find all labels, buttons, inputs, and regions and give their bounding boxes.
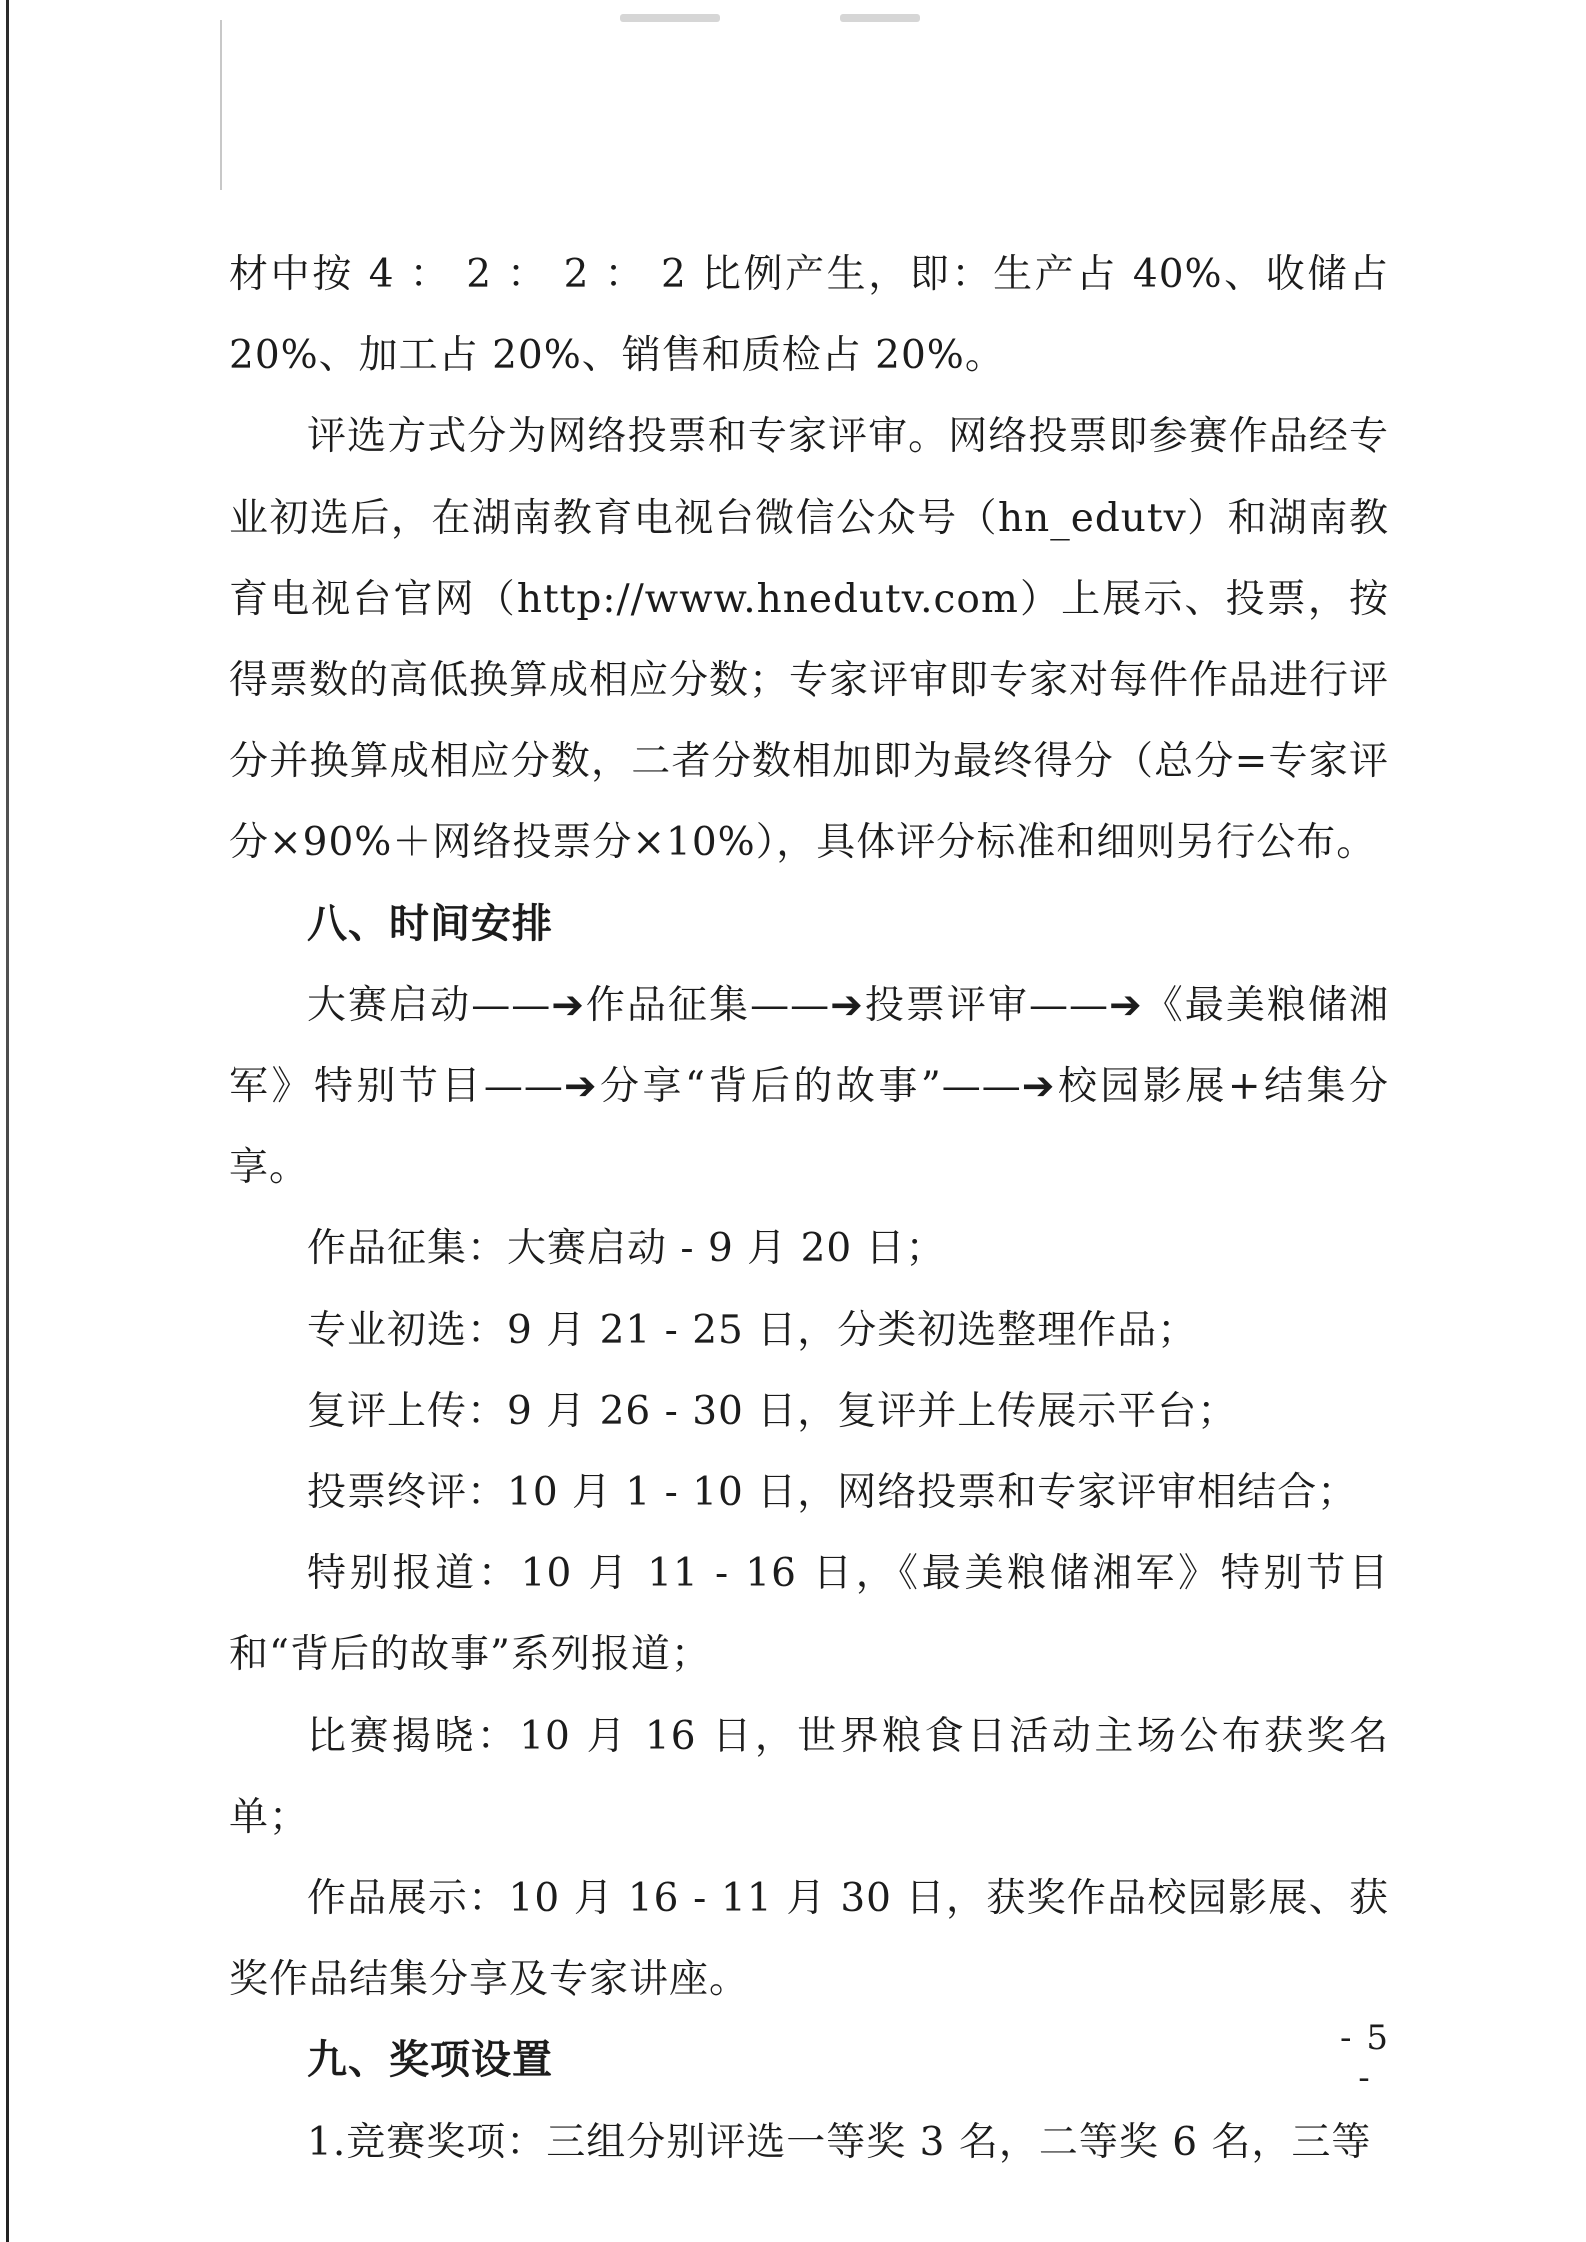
- section-heading-schedule: 八、时间安排: [307, 900, 553, 947]
- schedule-item: 作品展示：10 月 16 - 11 月 30 日，获奖作品校园影展、获奖作品结集分享及专家讲座。: [229, 1876, 1389, 2003]
- section-heading-awards: 九、奖项设置: [307, 2037, 553, 2084]
- page-number: - 5 -: [1340, 2018, 1390, 2098]
- scan-mark-artifact: [220, 20, 222, 190]
- schedule-item: 作品征集：大赛启动 - 9 月 20 日；: [307, 1226, 946, 1272]
- schedule-item: 复评上传：9 月 26 - 30 日，复评并上传展示平台；: [307, 1388, 1238, 1434]
- schedule-flow: 大赛启动——➔作品征集——➔投票评审——➔《最美粮储湘军》特别节目——➔分享“背后的故事”——➔校园影展+结集分享。: [229, 982, 1389, 1191]
- scan-edge-artifact: [6, 0, 9, 2242]
- schedule-item: 投票终评：10 月 1 - 10 日，网络投票和专家评审相结合；: [307, 1470, 1358, 1516]
- header-smudge-right: [840, 14, 920, 22]
- document-body: [229, 234, 1389, 2183]
- paragraph-ratio: 材中按 4 ： 2 ： 2 ： 2 比例产生，即：生产占 40%、收储占 20%、加工占 20%、销售和质检占 20%。: [229, 252, 1389, 379]
- schedule-item: 专业初选：9 月 21 - 25 日，分类初选整理作品；: [307, 1307, 1198, 1353]
- paragraph-evaluation-method: 评选方式分为网络投票和专家评审。网络投票即参赛作品经专业初选后，在湖南教育电视台微信公众号（hn_edutv）和湖南教育电视台官网（http://www.hnedutv.com）上展示、投票，按得票数的高低换算成相应分数；专家评审即专家对每件作品进行评分并换算成相应分数，二者分数相加即为最终得分（总分=专家评分×90%＋网络投票分×10%），具体评分标准和细则另行公布。: [229, 414, 1390, 866]
- schedule-item: 特别报道：10 月 11 - 16 日，《最美粮储湘军》特别节目和“背后的故事”系列报道；: [229, 1551, 1389, 1678]
- awards-item: 1.竞赛奖项：三组分别评选一等奖 3 名，二等奖 6 名，三等: [307, 2119, 1372, 2165]
- header-smudge-left: [620, 14, 720, 22]
- schedule-item: 比赛揭晓：10 月 16 日，世界粮食日活动主场公布获奖名单；: [229, 1713, 1389, 1840]
